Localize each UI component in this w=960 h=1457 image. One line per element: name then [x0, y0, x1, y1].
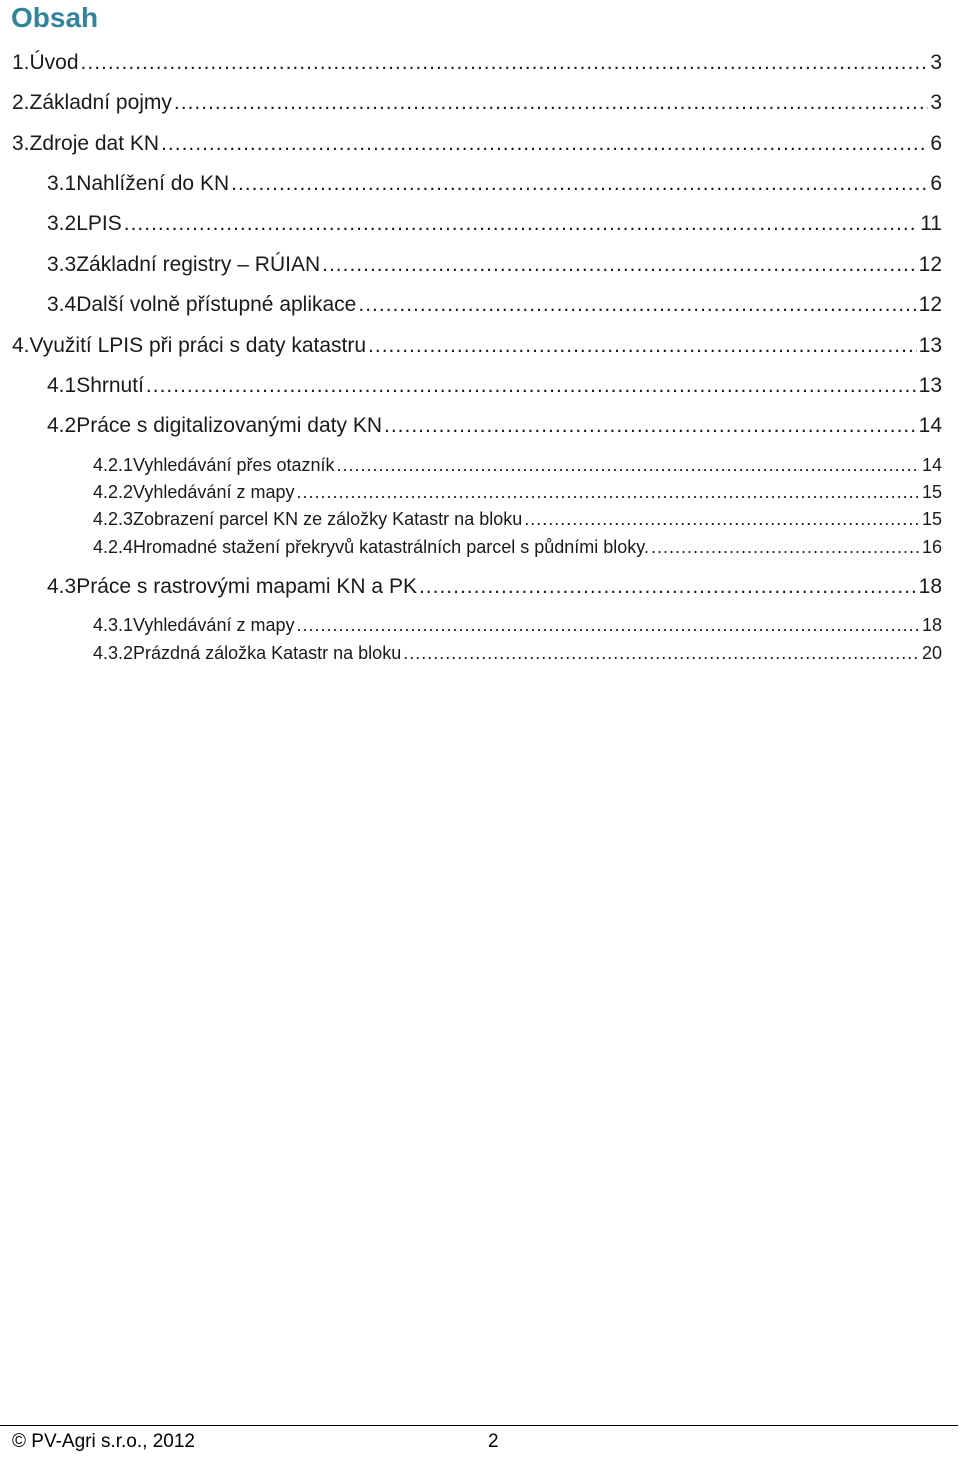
page-title: Obsah: [11, 2, 99, 33]
toc-entry-title: Shrnutí: [76, 374, 144, 397]
toc-entry-page: 11: [920, 212, 942, 235]
toc-entry-title: Úvod: [29, 51, 79, 74]
toc-entry-number: 4.2: [47, 414, 77, 437]
toc-entry[interactable]: [93, 615, 942, 636]
toc-entry-title: Zdroje dat KN: [29, 132, 160, 155]
toc-entry-title: Prázdná záložka Katastr na bloku: [133, 643, 402, 663]
toc-leader-dots: [651, 537, 920, 558]
toc-entry[interactable]: [12, 51, 942, 75]
toc-entry-number: 4.2.1: [93, 455, 134, 475]
toc-entry-page: 18: [921, 615, 942, 635]
toc-entry[interactable]: [12, 91, 942, 115]
toc-leader-dots: [337, 455, 920, 476]
toc-leader-dots: [384, 414, 917, 438]
toc-entry[interactable]: [12, 334, 942, 358]
toc-entry-page: 16: [921, 537, 942, 557]
toc-leader-dots: [81, 51, 929, 75]
toc-entry-page: 20: [921, 643, 942, 663]
toc-entry-title: Práce s digitalizovanými daty KN: [76, 414, 382, 437]
toc-entry-number: 1.: [12, 51, 30, 74]
toc-entry-number: 3.3: [47, 253, 77, 276]
toc-entry-page: 6: [930, 132, 942, 155]
toc-entry-page: 3: [930, 91, 942, 114]
toc-entry[interactable]: [93, 537, 942, 558]
toc-entry-title: Hromadné stažení překryvů katastrálních parcel s půdními bloky.: [133, 537, 649, 557]
toc-entry[interactable]: [93, 455, 942, 476]
toc-entry[interactable]: [12, 132, 942, 156]
toc-leader-dots: [419, 575, 917, 599]
toc-entry-title: Vyhledávání z mapy: [133, 615, 295, 635]
toc-entry-number: 3.1: [47, 172, 77, 195]
toc-leader-dots: [358, 293, 916, 317]
toc-entry[interactable]: [47, 374, 942, 398]
toc-leader-dots: [296, 615, 920, 636]
toc-entry-title: Další volně přístupné aplikace: [76, 293, 357, 316]
toc-entry-page: 6: [930, 172, 942, 195]
toc-entry-page: 13: [918, 334, 942, 357]
toc-entry-title: LPIS: [76, 212, 122, 235]
toc-entry-number: 4.2.2: [93, 482, 134, 502]
toc-entry-number: 2.: [12, 91, 30, 114]
toc-leader-dots: [403, 643, 920, 664]
toc-entry-number: 3.: [12, 132, 30, 155]
toc-entry[interactable]: [47, 172, 942, 196]
toc-leader-dots: [146, 374, 917, 398]
toc-entry-title: Základní registry – RÚIAN: [76, 253, 321, 276]
toc-entry-title: Využití LPIS při práci s daty katastru: [29, 334, 367, 357]
toc-leader-dots: [368, 334, 917, 358]
toc-entry[interactable]: [93, 482, 942, 503]
toc-entry[interactable]: [93, 643, 942, 664]
toc-entry-title: Práce s rastrovými mapami KN a PK: [76, 575, 417, 598]
toc-entry-title: Nahlížení do KN: [76, 172, 230, 195]
toc-entry-title: Vyhledávání přes otazník: [133, 455, 335, 475]
toc-entry-number: 3.2: [47, 212, 77, 235]
footer-page-number: 2: [488, 1431, 499, 1452]
toc-entry[interactable]: [47, 575, 942, 599]
toc-entry-page: 14: [918, 414, 942, 437]
toc-entry-number: 4.3: [47, 575, 77, 598]
toc-entry-title: Zobrazení parcel KN ze záložky Katastr na bloku: [133, 509, 523, 529]
toc-entry-number: 4.3.1: [93, 615, 134, 635]
toc-entry[interactable]: [47, 414, 942, 438]
toc-entry-number: 3.4: [47, 293, 77, 316]
toc-entry-number: 4.2.3: [93, 509, 134, 529]
footer-divider: [0, 1425, 958, 1426]
toc-entry[interactable]: [93, 509, 942, 530]
toc-entry-number: 4.3.2: [93, 643, 134, 663]
toc-entry-page: 15: [921, 509, 942, 529]
toc-leader-dots: [296, 482, 920, 503]
toc-leader-dots: [124, 212, 918, 236]
toc-entry-page: 13: [918, 374, 942, 397]
toc-entry[interactable]: [47, 212, 942, 236]
toc-leader-dots: [161, 132, 928, 156]
toc-entry-title: Základní pojmy: [29, 91, 172, 114]
toc-leader-dots: [322, 253, 917, 277]
toc-entry-page: 14: [921, 455, 942, 475]
toc-leader-dots: [174, 91, 928, 115]
toc-entry-page: 12: [918, 293, 942, 316]
toc-entry-title: Vyhledávání z mapy: [133, 482, 295, 502]
toc-entry-page: 18: [918, 575, 942, 598]
toc-entry-page: 12: [918, 253, 942, 276]
toc-entry-number: 4.: [12, 334, 30, 357]
toc-entry-number: 4.1: [47, 374, 77, 397]
toc-entry-number: 4.2.4: [93, 537, 134, 557]
toc-entry[interactable]: [47, 293, 942, 317]
toc-entry-page: 15: [921, 482, 942, 502]
toc-entry[interactable]: [47, 253, 942, 277]
footer-copyright: © PV-Agri s.r.o., 2012: [12, 1431, 195, 1452]
toc-entry-page: 3: [930, 51, 942, 74]
toc-leader-dots: [231, 172, 928, 196]
toc-leader-dots: [524, 509, 920, 530]
